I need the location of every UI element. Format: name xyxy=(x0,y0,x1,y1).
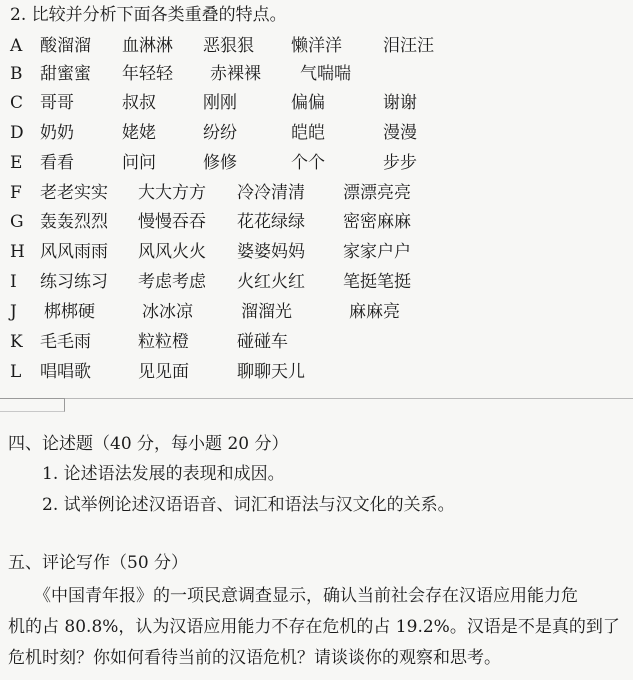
word-item: 漂漂亮亮 xyxy=(343,183,411,203)
word-item: 聊聊天儿 xyxy=(237,362,305,382)
word-item: 哥哥 xyxy=(40,93,74,113)
word-item: 溜溜光 xyxy=(241,302,292,322)
word-item: 家家户户 xyxy=(343,242,411,262)
section-4-item-1: 1. 论述语法发展的表现和成因。 xyxy=(42,464,285,484)
word-item: 奶奶 xyxy=(40,123,74,143)
word-item: 年轻轻 xyxy=(122,64,173,84)
row-letter: L xyxy=(10,362,22,382)
word-item: 火红火红 xyxy=(237,272,305,292)
word-item: 风风雨雨 xyxy=(40,242,108,262)
question-2-title: 2. 比较并分析下面各类重叠的特点。 xyxy=(10,5,287,25)
word-item: 修修 xyxy=(203,153,237,173)
word-item: 冷冷清清 xyxy=(237,183,305,203)
section-4-heading: 四、论述题（40 分，每小题 20 分） xyxy=(8,434,289,454)
word-item: 轰轰烈烈 xyxy=(40,212,108,232)
row-letter: B xyxy=(10,64,23,84)
word-item: 碰碰车 xyxy=(237,332,288,352)
scan-margin-mark xyxy=(0,398,65,412)
word-item: 漫漫 xyxy=(383,123,417,143)
word-item: 血淋淋 xyxy=(122,36,173,56)
list-item-row-d xyxy=(0,119,633,147)
word-item: 恶狠狠 xyxy=(203,36,254,56)
word-item: 泪汪汪 xyxy=(383,36,434,56)
section-5-paragraph-line-2: 机的占 80.8%，认为汉语应用能力不存在危机的占 19.2%。汉语是不是真的到了 xyxy=(8,617,620,637)
list-item-row-h xyxy=(0,238,633,266)
word-item: 皑皑 xyxy=(291,123,325,143)
section-5-paragraph-line-3: 危机时刻？你如何看待当前的汉语危机？请谈谈你的观察和思考。 xyxy=(8,648,501,668)
word-item: 刚刚 xyxy=(203,93,237,113)
word-item: 大大方方 xyxy=(138,183,206,203)
row-letter: F xyxy=(10,183,22,203)
word-item: 梆梆硬 xyxy=(44,302,95,322)
row-letter: A xyxy=(10,36,23,56)
word-item: 见见面 xyxy=(138,362,189,382)
word-item: 姥姥 xyxy=(122,123,156,143)
word-item: 唱唱歌 xyxy=(40,362,91,382)
word-item: 懒洋洋 xyxy=(291,36,342,56)
word-item: 问问 xyxy=(122,153,156,173)
row-letter: D xyxy=(10,123,24,143)
word-item: 步步 xyxy=(383,153,417,173)
section-divider xyxy=(0,398,633,399)
list-item-row-l xyxy=(0,358,633,386)
word-item: 老老实实 xyxy=(40,183,108,203)
word-item: 叔叔 xyxy=(122,93,156,113)
word-item: 麻麻亮 xyxy=(349,302,400,322)
list-item-row-g xyxy=(0,208,633,236)
word-item: 看看 xyxy=(40,153,74,173)
word-item: 毛毛雨 xyxy=(40,332,91,352)
word-item: 谢谢 xyxy=(383,93,417,113)
list-item-row-j xyxy=(0,298,633,326)
word-item: 甜蜜蜜 xyxy=(40,64,91,84)
list-item-row-b xyxy=(0,60,633,88)
row-letter: E xyxy=(10,153,23,173)
word-item: 偏偏 xyxy=(291,93,325,113)
row-letter: I xyxy=(10,272,17,292)
word-item: 个个 xyxy=(291,153,325,173)
row-letter: H xyxy=(10,242,25,262)
list-item-row-e xyxy=(0,149,633,177)
word-item: 花花绿绿 xyxy=(237,212,305,232)
list-item-row-a xyxy=(0,32,633,60)
row-letter: G xyxy=(10,212,24,232)
section-5-paragraph-line-1: 《中国青年报》的一项民意调查显示，确认当前社会存在汉语应用能力危 xyxy=(34,586,578,606)
row-letter: K xyxy=(10,332,23,352)
word-item: 气喘喘 xyxy=(300,64,351,84)
word-item: 冰冰凉 xyxy=(142,302,193,322)
row-letter: J xyxy=(10,302,17,322)
word-item: 密密麻麻 xyxy=(343,212,411,232)
word-item: 纷纷 xyxy=(203,123,237,143)
list-item-row-k xyxy=(0,328,633,356)
word-item: 练习练习 xyxy=(40,272,108,292)
word-item: 粒粒橙 xyxy=(138,332,189,352)
section-4-item-2: 2. 试举例论述汉语语音、词汇和语法与汉文化的关系。 xyxy=(42,495,455,515)
word-item: 笔挺笔挺 xyxy=(343,272,411,292)
row-letter: C xyxy=(10,93,24,113)
list-item-row-i xyxy=(0,268,633,296)
word-item: 风风火火 xyxy=(138,242,206,262)
word-item: 婆婆妈妈 xyxy=(237,242,305,262)
word-item: 酸溜溜 xyxy=(40,36,91,56)
word-item: 赤裸裸 xyxy=(210,64,261,84)
word-item: 慢慢吞吞 xyxy=(138,212,206,232)
section-5-heading: 五、评论写作（50 分） xyxy=(8,553,189,573)
list-item-row-c xyxy=(0,89,633,117)
list-item-row-f xyxy=(0,179,633,207)
word-item: 考虑考虑 xyxy=(138,272,206,292)
